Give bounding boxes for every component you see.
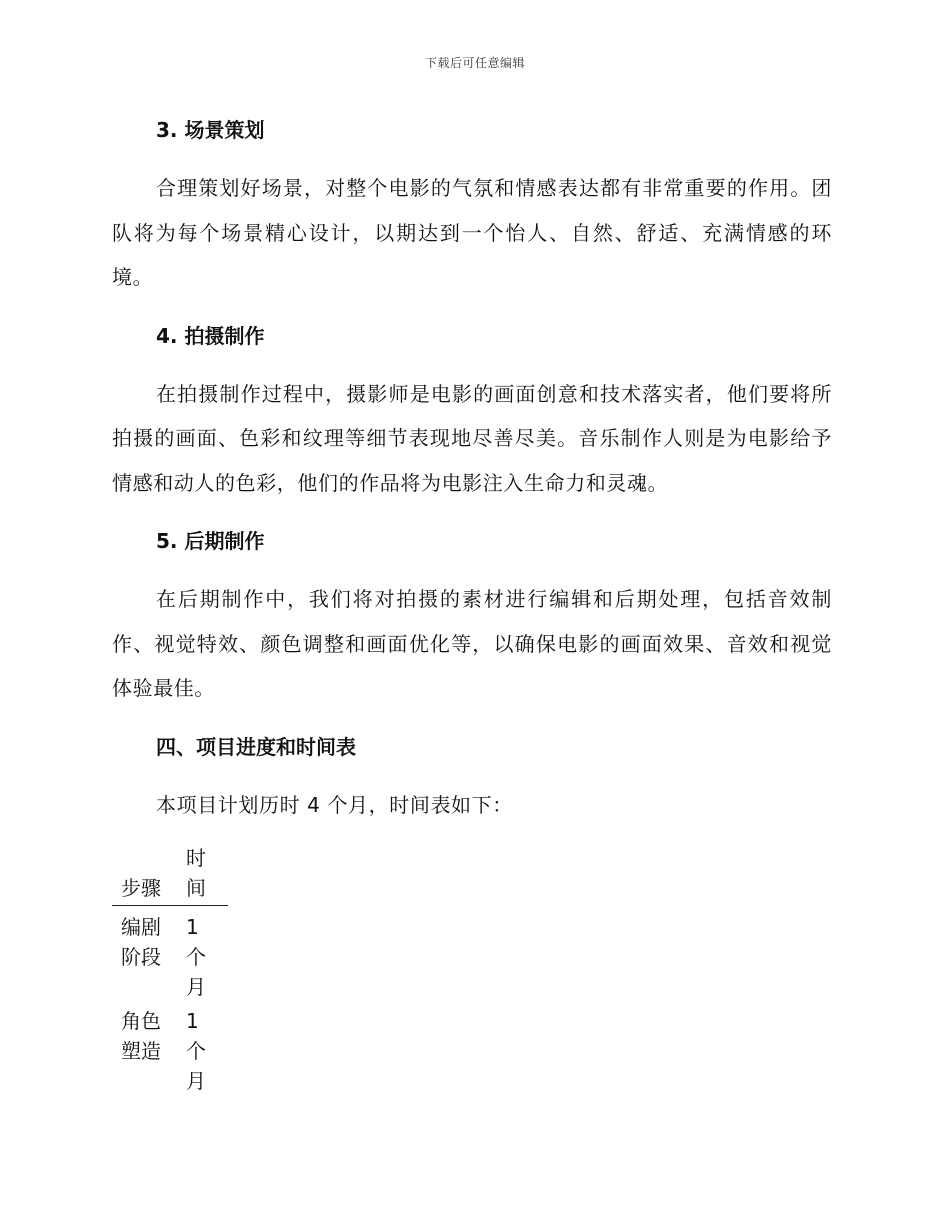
section-heading-scene-planning: 3. 场景策划: [156, 118, 265, 142]
table-header-time: 时间: [186, 843, 228, 906]
page-header: 下载后可任意编辑: [424, 56, 525, 70]
table-header-step: 步骤: [112, 843, 186, 906]
table-row: [112, 1002, 228, 1096]
table-cell-time: 1 个月: [186, 1009, 206, 1093]
section-paragraph-schedule-intro: 本项目计划历时 4 个月，时间表如下：: [156, 792, 513, 817]
table-header-row: [112, 843, 228, 906]
section-paragraph-shooting: 在拍摄制作过程中，摄影师是电影的画面创意和技术落实者，他们要将所拍摄的画面、色彩和纹理等细节表现地尽善尽美。音乐制作人则是为电影给予情感和动人的色彩，他们的作品将为电影注入生命力和灵魂。: [112, 381, 832, 495]
table-cell-step: 角色塑造: [121, 1009, 161, 1063]
section-paragraph-post-production: 在后期制作中，我们将对拍摄的素材进行编辑和后期处理，包括音效制作、视觉特效、颜色调整和画面优化等，以确保电影的画面效果、音效和视觉体验最佳。: [112, 587, 832, 700]
section-heading-shooting: 4. 拍摄制作: [156, 323, 265, 348]
table-row: [112, 906, 228, 1003]
section-heading-schedule: 四、项目进度和时间表: [156, 734, 356, 759]
section-heading-post-production: 5. 后期制作: [156, 529, 265, 553]
schedule-table: [112, 843, 228, 1096]
table-cell-step: 编剧阶段: [121, 915, 161, 969]
table-cell-time: 1 个月: [186, 915, 206, 999]
section-paragraph-scene-planning: 合理策划好场景，对整个电影的气氛和情感表达都有非常重要的作用。团队将为每个场景精心设计，以期达到一个怡人、自然、舒适、充满情感的环境。: [112, 176, 832, 289]
document-body: [112, 108, 832, 1096]
